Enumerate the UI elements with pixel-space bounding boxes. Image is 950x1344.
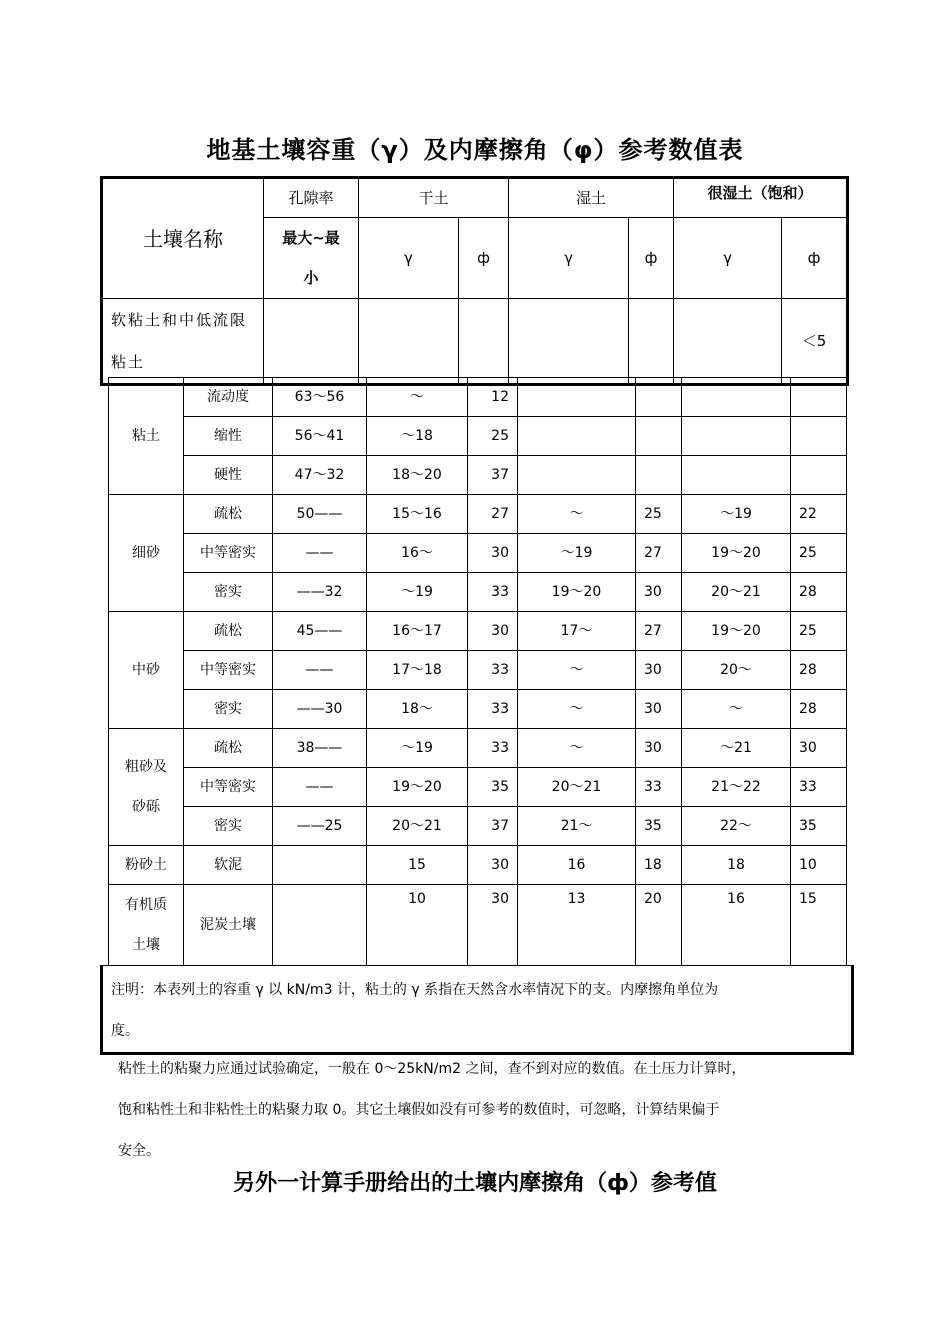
sat-gamma-cell: 22～ [682, 807, 791, 846]
wet-gamma-header: γ [509, 218, 629, 299]
soft-clay-name: 软粘土和中低流限 粘土 [102, 299, 264, 385]
porosity-header: 孔隙率 [264, 178, 359, 218]
subtype-cell: 硬性 [184, 456, 273, 495]
sat-phi-cell: 22 [791, 495, 847, 534]
wet-phi-cell: 27 [636, 534, 682, 573]
wet-phi-cell: 27 [636, 612, 682, 651]
table-row [109, 690, 847, 729]
sat-gamma-cell: 18 [682, 846, 791, 885]
dry-gamma-cell: 17～18 [367, 651, 468, 690]
sat-gamma-header: γ [674, 218, 782, 299]
sat-gamma-cell [682, 378, 791, 417]
wet-gamma-cell: ～ [518, 495, 636, 534]
subtype-cell: 疏松 [184, 729, 273, 768]
porosity-cell: ——32 [273, 573, 367, 612]
table-row [109, 768, 847, 807]
sat-phi-cell: 33 [791, 768, 847, 807]
table-cell [459, 299, 509, 385]
soil-name-header: 土壤名称 [102, 178, 264, 299]
sat-phi-cell: 25 [791, 534, 847, 573]
wet-gamma-cell [518, 456, 636, 495]
sat-gamma-cell: 16 [682, 885, 791, 966]
dry-phi-cell: 30 [468, 846, 518, 885]
dry-phi-cell: 35 [468, 768, 518, 807]
subtype-cell: 中等密实 [184, 768, 273, 807]
wet-gamma-cell [518, 378, 636, 417]
dry-phi-cell: 25 [468, 417, 518, 456]
subtype-cell: 疏松 [184, 495, 273, 534]
subtype-cell: 中等密实 [184, 534, 273, 573]
dry-phi-header: ф [459, 218, 509, 299]
soft-clay-phi-sat: ＜5 [782, 299, 848, 385]
dry-phi-cell: 30 [468, 612, 518, 651]
wet-gamma-cell: 17～ [518, 612, 636, 651]
subtype-cell: 流动度 [184, 378, 273, 417]
wet-phi-cell: 30 [636, 729, 682, 768]
sat-phi-cell: 15 [791, 885, 847, 966]
subtype-cell: 密实 [184, 807, 273, 846]
subtype-cell: 疏松 [184, 612, 273, 651]
porosity-cell: —— [273, 534, 367, 573]
porosity-cell: 38—— [273, 729, 367, 768]
dry-gamma-cell: 20～21 [367, 807, 468, 846]
dry-gamma-cell: 15～16 [367, 495, 468, 534]
dry-phi-cell: 33 [468, 651, 518, 690]
porosity-cell: 50—— [273, 495, 367, 534]
sat-phi-cell: 28 [791, 651, 847, 690]
subtype-cell: 缩性 [184, 417, 273, 456]
table-cell [359, 299, 459, 385]
sat-phi-header: ф [782, 218, 848, 299]
wet-gamma-cell: 21～ [518, 807, 636, 846]
soil-group-cell: 细砂 [109, 495, 184, 612]
sat-phi-cell: 35 [791, 807, 847, 846]
table-row [109, 612, 847, 651]
dry-phi-cell: 37 [468, 456, 518, 495]
sat-phi-cell [791, 456, 847, 495]
porosity-range-header: 最大~最 小 [264, 218, 359, 299]
wet-phi-cell [636, 456, 682, 495]
wet-gamma-cell: 19～20 [518, 573, 636, 612]
dry-phi-cell: 30 [468, 885, 518, 966]
table-cell [629, 299, 674, 385]
wet-gamma-cell: ～ [518, 729, 636, 768]
dry-gamma-cell: ～ [367, 378, 468, 417]
sat-gamma-cell: 20～21 [682, 573, 791, 612]
dry-gamma-cell: 16～17 [367, 612, 468, 651]
soil-group-cell: 中砂 [109, 612, 184, 729]
porosity-cell: 47～32 [273, 456, 367, 495]
porosity-cell: —— [273, 651, 367, 690]
wet-gamma-cell: ～ [518, 651, 636, 690]
table-row [109, 417, 847, 456]
dry-soil-header: 干土 [359, 178, 509, 218]
wet-phi-cell: 35 [636, 807, 682, 846]
dry-gamma-cell: 16～ [367, 534, 468, 573]
porosity-cell: —— [273, 768, 367, 807]
wet-soil-header: 湿土 [509, 178, 674, 218]
wet-phi-cell: 33 [636, 768, 682, 807]
sat-gamma-cell: 21～22 [682, 768, 791, 807]
dry-gamma-cell: 15 [367, 846, 468, 885]
wet-phi-cell [636, 378, 682, 417]
table-cell [674, 299, 782, 385]
dry-gamma-cell: ～19 [367, 573, 468, 612]
sat-gamma-cell [682, 417, 791, 456]
porosity-cell: ——30 [273, 690, 367, 729]
sat-phi-cell: 28 [791, 573, 847, 612]
dry-phi-cell: 33 [468, 573, 518, 612]
sat-phi-cell [791, 417, 847, 456]
dry-phi-cell: 30 [468, 534, 518, 573]
sat-gamma-cell: 19～20 [682, 612, 791, 651]
dry-phi-cell: 37 [468, 807, 518, 846]
sat-phi-cell: 25 [791, 612, 847, 651]
porosity-cell: ——25 [273, 807, 367, 846]
table-cell [264, 299, 359, 385]
subtype-cell: 软泥 [184, 846, 273, 885]
table-row [109, 807, 847, 846]
dry-gamma-cell: 18～20 [367, 456, 468, 495]
wet-phi-cell: 30 [636, 651, 682, 690]
soil-group-cell: 粉砂土 [109, 846, 184, 885]
table-note: 注明：本表列土的容重 γ 以 kN/m3 计，粘土的 γ 系指在天然含水率情况下的支。内摩擦角单位为 度。 [100, 965, 854, 1055]
sat-gamma-cell: ～21 [682, 729, 791, 768]
wet-gamma-cell [518, 417, 636, 456]
dry-gamma-cell: 19～20 [367, 768, 468, 807]
sat-gamma-cell: 20～ [682, 651, 791, 690]
sat-phi-cell: 10 [791, 846, 847, 885]
saturated-soil-header: 很湿土（饱和） [674, 178, 848, 218]
table-row [109, 495, 847, 534]
dry-phi-cell: 27 [468, 495, 518, 534]
header-table [100, 176, 849, 386]
sat-gamma-cell: ～19 [682, 495, 791, 534]
table-row [109, 729, 847, 768]
soil-group-cell: 粗砂及 砂砾 [109, 729, 184, 846]
sat-gamma-cell [682, 456, 791, 495]
table-row [109, 456, 847, 495]
wet-gamma-cell: 13 [518, 885, 636, 966]
table-row [109, 534, 847, 573]
table-row [109, 378, 847, 417]
cohesion-paragraph: 粘性土的粘聚力应通过试验确定，一般在 0～25kN/m2 之间，查不到对应的数值。在土压力计算时， 饱和粘性土和非粘性土的粘聚力取 0。其它土壤假如没有可参考的数值时，可忽略，计算结果偏于 安全。 [118, 1061, 746, 1159]
dry-gamma-cell: 10 [367, 885, 468, 966]
dry-gamma-cell: 18～ [367, 690, 468, 729]
subtype-cell: 密实 [184, 690, 273, 729]
data-table [108, 377, 847, 966]
wet-gamma-cell: ～ [518, 690, 636, 729]
wet-phi-cell: 30 [636, 690, 682, 729]
sat-gamma-cell: 19～20 [682, 534, 791, 573]
wet-phi-header: ф [629, 218, 674, 299]
wet-phi-cell: 30 [636, 573, 682, 612]
dry-gamma-cell: ～18 [367, 417, 468, 456]
section-title: 另外一计算手册给出的土壤内摩擦角（ф）参考值 [233, 1171, 717, 1196]
porosity-cell [273, 846, 367, 885]
dry-gamma-header: γ [359, 218, 459, 299]
table-cell [509, 299, 629, 385]
sat-phi-cell: 28 [791, 690, 847, 729]
dry-phi-cell: 33 [468, 729, 518, 768]
soil-group-cell: 粘土 [109, 378, 184, 495]
dry-phi-cell: 12 [468, 378, 518, 417]
dry-gamma-cell: ～19 [367, 729, 468, 768]
wet-phi-cell: 18 [636, 846, 682, 885]
sat-gamma-cell: ～ [682, 690, 791, 729]
subtype-cell: 泥炭土壤 [184, 885, 273, 966]
table-row [109, 885, 847, 966]
wet-phi-cell [636, 417, 682, 456]
wet-phi-cell: 20 [636, 885, 682, 966]
porosity-cell: 45—— [273, 612, 367, 651]
soil-group-cell: 有机质 土壤 [109, 885, 184, 966]
wet-gamma-cell: 16 [518, 846, 636, 885]
porosity-cell: 63～56 [273, 378, 367, 417]
subtype-cell: 中等密实 [184, 651, 273, 690]
wet-phi-cell: 25 [636, 495, 682, 534]
dry-phi-cell: 33 [468, 690, 518, 729]
sat-phi-cell [791, 378, 847, 417]
page-title: 地基土壤容重（γ）及内摩擦角（φ）参考数值表 [206, 136, 744, 164]
table-row [109, 573, 847, 612]
wet-gamma-cell: 20～21 [518, 768, 636, 807]
table-row [109, 846, 847, 885]
porosity-cell [273, 885, 367, 966]
subtype-cell: 密实 [184, 573, 273, 612]
porosity-cell: 56～41 [273, 417, 367, 456]
sat-phi-cell: 30 [791, 729, 847, 768]
table-row [109, 651, 847, 690]
wet-gamma-cell: ～19 [518, 534, 636, 573]
